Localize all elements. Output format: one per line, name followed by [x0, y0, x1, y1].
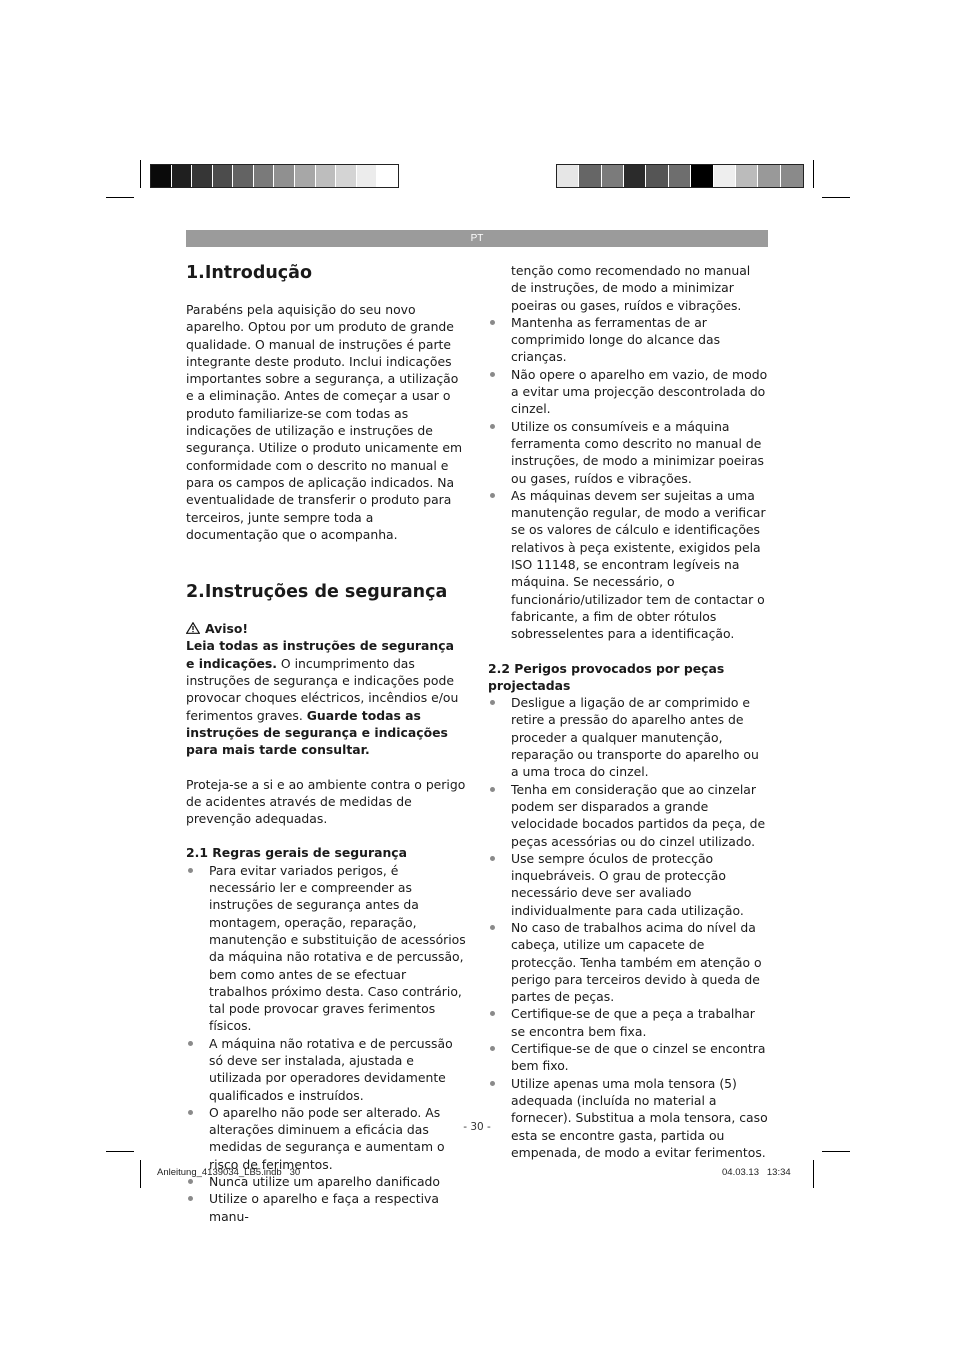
color-swatch	[295, 165, 316, 187]
safety-heading-number: 2.	[186, 582, 205, 603]
section-21-heading: 2.1 Regras gerais de segurança	[186, 845, 407, 861]
color-swatch	[579, 165, 601, 187]
list-item: Desligue a ligação de ar comprimido e retire a pressão do aparelho antes de proceder a qualquer manutenção, reparação ou transporte do aparelho ou a uma troca do cinzel.	[488, 694, 768, 780]
crop-mark	[106, 197, 134, 198]
intro-heading-title: Introdução	[204, 263, 313, 283]
list-item: Nunca utilize um aparelho danificado	[186, 1173, 466, 1190]
section-21-list-right	[488, 314, 768, 643]
safety-heading-title: Instruções de segurança	[204, 582, 448, 603]
page-number: - 30 -	[463, 1121, 491, 1133]
color-swatch	[172, 165, 193, 187]
crop-mark	[106, 1151, 134, 1152]
protect-paragraph: Proteja-se a si e ao ambiente contra o perigo de acidentes através de medidas de prevenção adequadas.	[186, 776, 466, 827]
list-item: Utilize o aparelho e faça a respectiva manu-	[186, 1190, 466, 1225]
list-item: Para evitar variados perigos, é necessário ler e compreender as instruções de segurança antes da montagem, operação, reparação, manutenção e substituição de acessórios da máquina não rotativa e de percussão, bem como antes de se efectuar trabalhos próximo desta. Caso contrário, tal pode provocar graves ferimentos físicos.	[186, 862, 466, 1035]
crop-mark	[813, 1160, 814, 1188]
warning-bold-1: Leia todas as instruções de segurança e indicações.	[186, 638, 454, 671]
warning-label: Aviso!	[205, 621, 249, 637]
color-swatch	[357, 165, 378, 187]
intro-heading	[186, 262, 466, 284]
color-swatch	[377, 165, 398, 187]
color-swatch	[254, 165, 275, 187]
safety-heading	[186, 581, 466, 603]
section-22-list	[488, 694, 768, 1161]
crop-mark	[822, 197, 850, 198]
crop-mark	[813, 160, 814, 188]
color-swatch	[151, 165, 172, 187]
list-item: Não opere o aparelho em vazio, de modo a evitar uma projecção descontrolada do cinzel.	[488, 366, 768, 418]
color-calibration-bar-left	[150, 164, 399, 188]
section-21-continuation	[488, 262, 768, 314]
crop-mark	[140, 160, 141, 188]
warning-text: O incumprimento das instruções de segurança e indicações pode provocar choques eléctricos, incêndios e/ou ferimentos graves.	[186, 655, 459, 723]
color-swatch	[714, 165, 736, 187]
list-item: No caso de trabalhos acima do nível da cabeça, utilize um capacete de protecção. Tenha também em atenção o perigo para terceiros devido à queda de partes de peças.	[488, 919, 768, 1005]
list-item-continuation: tenção como recomendado no manual de instruções, de modo a minimizar poeiras ou gases, ruídos e vibrações.	[511, 263, 751, 313]
right-column	[488, 262, 768, 1161]
list-item: Certifique-se de que o cinzel se encontra bem fixo.	[488, 1040, 768, 1075]
color-calibration-bar-right	[556, 164, 804, 188]
color-swatch	[602, 165, 624, 187]
color-swatch	[736, 165, 758, 187]
color-swatch	[781, 165, 803, 187]
crop-mark	[822, 1151, 850, 1152]
list-item: O aparelho não pode ser alterado. As alterações diminuem a eficácia das medidas de segurança e aumentam o risco de ferimentos.	[186, 1104, 466, 1173]
color-swatch	[213, 165, 234, 187]
list-item: Use sempre óculos de protecção inquebráveis. O grau de protecção necessário deve ser avaliado individualmente para cada utilização.	[488, 850, 768, 919]
intro-heading-number: 1.	[186, 263, 205, 283]
color-swatch	[316, 165, 337, 187]
color-swatch	[274, 165, 295, 187]
list-item: Tenha em consideração que ao cinzelar podem ser disparados a grande velocidade bocados partidos da peça, de peças acessórias ou do cinzel utilizado.	[488, 781, 768, 850]
language-header: PT	[186, 230, 768, 247]
list-item: Utilize apenas uma mola tensora (5) adequada (incluída no material a fornecer). Substitua a mola tensora, caso esta se encontre gasta, partida ou empenada, de modo a evitar ferimentos.	[488, 1075, 768, 1161]
color-swatch	[557, 165, 579, 187]
color-swatch	[192, 165, 213, 187]
color-swatch	[233, 165, 254, 187]
intro-paragraph: Parabéns pela aquisição do seu novo aparelho. Optou por um produto de grande qualidade. O manual de instruções é parte integrante deste produto. Inclui indicações importantes sobre a segurança, a utilização e a eliminação. Antes de começar a usar o produto familiarize-se com todas as indicações de utilização e instruções de segurança. Utilize o produto unicamente em conformidade com o descrito no manual e para os campos de aplicação indicados. Na eventualidade de transferir o produto para terceiros, junte sempre toda a documentação que o acompanha.	[186, 302, 463, 542]
warning-paragraph	[186, 637, 466, 758]
warning-label-line	[186, 620, 466, 637]
section-22-heading: 2.2 Perigos provocados por peças projectadas	[488, 660, 725, 693]
left-column	[186, 262, 466, 1225]
list-item: Mantenha as ferramentas de ar comprimido longe do alcance das crianças.	[488, 314, 768, 366]
footer-file-info: Anleitung_4139034_LB5.indb 30	[157, 1167, 301, 1178]
list-item: As máquinas devem ser sujeitas a uma manutenção regular, de modo a verificar se os valores de cálculo e identificações relativos à peça existente, exigidos pela ISO 11148, se encontram legíveis na máquina. Se necessário, o funcionário/utilizador tem de contactar o fabricante, a fim de obter rótulos sobresselentes para a identificação.	[488, 487, 768, 643]
warning-triangle-icon	[186, 621, 200, 633]
color-swatch	[758, 165, 780, 187]
color-swatch	[336, 165, 357, 187]
list-item: Certifique-se de que a peça a trabalhar se encontra bem fixa.	[488, 1005, 768, 1040]
color-swatch	[624, 165, 646, 187]
color-swatch	[646, 165, 668, 187]
color-swatch	[669, 165, 691, 187]
crop-mark	[140, 1160, 141, 1188]
warning-bold-2: Guarde todas as instruções de segurança e indicações para mais tarde consultar.	[186, 707, 448, 758]
list-item: A máquina não rotativa e de percussão só deve ser instalada, ajustada e utilizada por operadores devidamente qualificados e instruídos.	[186, 1035, 466, 1104]
footer-date: 04.03.13 13:34	[722, 1167, 791, 1178]
color-swatch	[691, 165, 713, 187]
list-item: Utilize os consumíveis e a máquina ferramenta como descrito no manual de instruções, de modo a minimizar poeiras ou gases, ruídos e vibrações.	[488, 418, 768, 487]
